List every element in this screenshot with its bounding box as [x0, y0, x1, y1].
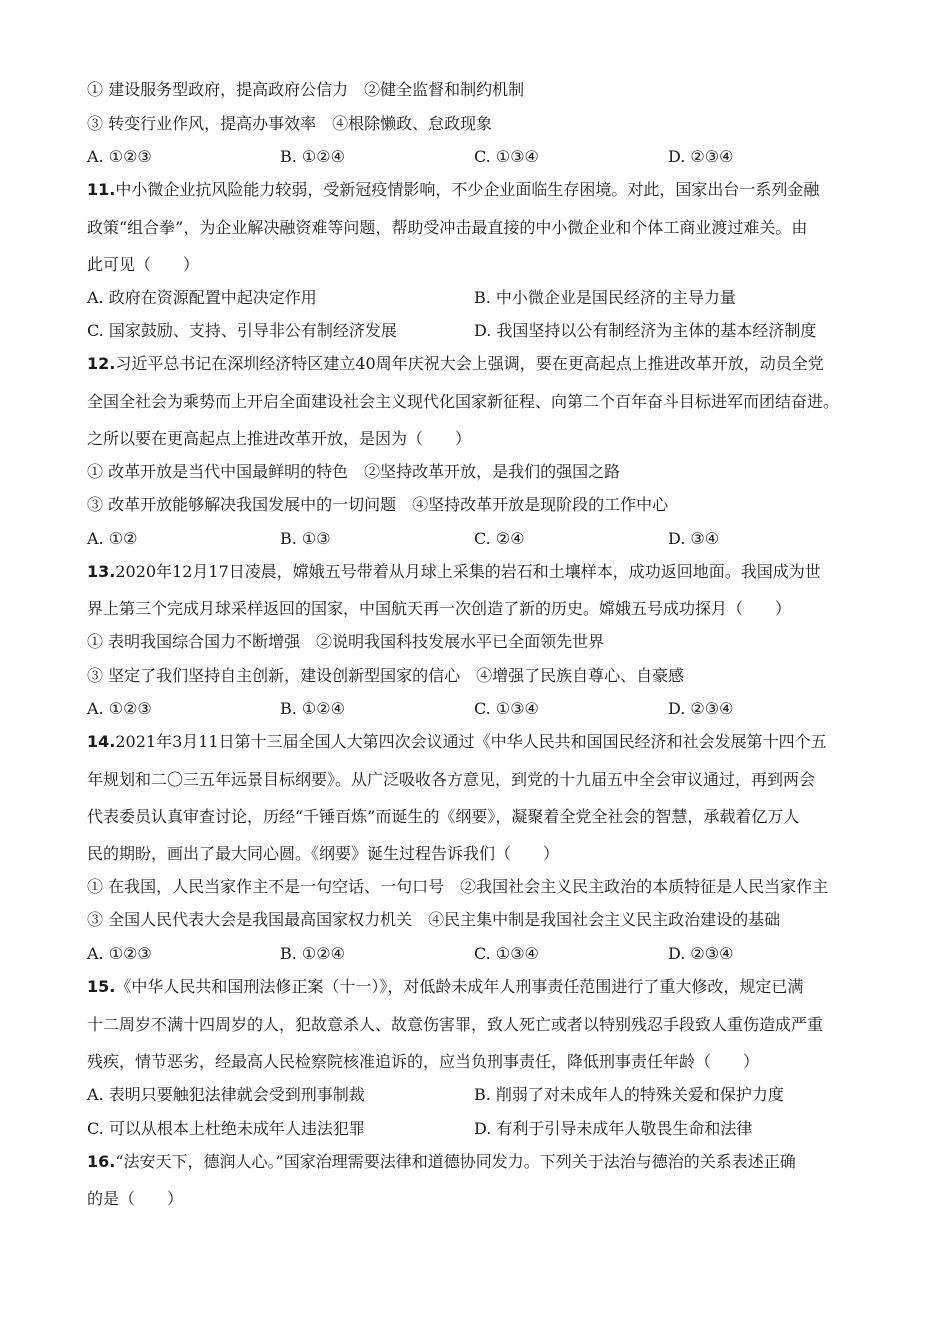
option-c: C. 国家鼓励、支持、引导非公有制经济发展 — [87, 321, 397, 340]
option-c: C. ①③④ — [474, 147, 539, 166]
question-stem-line: 的是（ ） — [87, 1189, 184, 1208]
question-number: 13. — [87, 562, 116, 581]
statement-line: ③ 改革开放能够解决我国发展中的一切问题 ④坚持改革开放是现阶段的工作中心 — [87, 495, 669, 514]
question-number: 15. — [87, 977, 116, 996]
question-stem-line: 14.2021年3月11日第十三届全国人大第四次会议通过《中华人民共和国国民经济和社会发展第十四个五 — [87, 732, 827, 751]
option-d: D. ③④ — [668, 529, 720, 548]
option-d: D. 有利于引导未成年人敬畏生命和法律 — [474, 1119, 753, 1138]
statement-line: ① 改革开放是当代中国最鲜明的特色 ②坚持改革开放，是我们的强国之路 — [87, 462, 621, 481]
option-d: D. ②③④ — [668, 147, 734, 166]
option-c: C. ①③④ — [474, 699, 539, 718]
statement-line: ① 在我国，人民当家作主不是一句空话、一句口号 ②我国社会主义民主政治的本质特征是人民当家作主 — [87, 877, 829, 896]
question-stem-line: 11.中小微企业抗风险能力较弱，受新冠疫情影响，不少企业面临生存困境。对此，国家出台一系列金融 — [87, 180, 820, 199]
option-c: C. ②④ — [474, 529, 525, 548]
option-a: A. 政府在资源配置中起决定作用 — [87, 288, 317, 307]
statement-line: ① 表明我国综合国力不断增强 ②说明我国科技发展水平已全面领先世界 — [87, 632, 605, 651]
question-number: 11. — [87, 180, 116, 199]
option-b: B. ①③ — [280, 529, 331, 548]
question-stem-line: 12.习近平总书记在深圳经济特区建立40周年庆祝大会上强调，要在更高起点上推进改革开放，动员全党 — [87, 354, 824, 373]
question-stem-line: 全国全社会为乘势而上开启全面建设社会主义现代化国家新征程、向第二个百年奋斗目标进军而团结奋进。 — [87, 392, 840, 411]
option-a: A. ①②③ — [87, 944, 152, 963]
option-c: C. ①③④ — [474, 944, 539, 963]
option-b: B. ①②④ — [280, 944, 345, 963]
question-stem-line: 界上第三个完成月球采样返回的国家，中国航天再一次创造了新的历史。嫦娥五号成功探月（ ） — [87, 599, 792, 618]
question-stem-line: 年规划和二〇三五年远景目标纲要》。从广泛吸收各方意见，到党的十九届五中全会审议通过，再到两会 — [87, 770, 816, 789]
question-stem-line: 代表委员认真审查讨论，历经“千锤百炼”而诞生的《纲要》，凝聚着全党全社会的智慧，承载着亿万人 — [87, 807, 800, 826]
statement-line: ① 建设服务型政府，提高政府公信力 ②健全监督和制约机制 — [87, 80, 525, 99]
option-a: A. ①② — [87, 529, 138, 548]
question-stem-line: 政策“组合拳”，为企业解决融资难等问题，帮助受冲击最直接的中小微企业和个体工商业渡过难关。由 — [87, 218, 808, 237]
question-number: 12. — [87, 354, 116, 373]
question-stem-line: 此可见（ ） — [87, 255, 200, 274]
question-stem-line: 残疾，情节恶劣，经最高人民检察院核准追诉的，应当负刑事责任，降低刑事责任年龄（ ） — [87, 1052, 760, 1071]
option-b: B. 中小微企业是国民经济的主导力量 — [474, 288, 736, 307]
option-d: D. ②③④ — [668, 944, 734, 963]
option-c: C. 可以从根本上杜绝未成年人违法犯罪 — [87, 1119, 365, 1138]
option-b: B. ①②④ — [280, 147, 345, 166]
option-d: D. ②③④ — [668, 699, 734, 718]
option-b: B. ①②④ — [280, 699, 345, 718]
question-number: 14. — [87, 732, 116, 751]
question-stem-line: 民的期盼，画出了最大同心圆。《纲要》诞生过程告诉我们（ ） — [87, 844, 560, 863]
statement-line: ③ 全国人民代表大会是我国最高国家权力机关 ④民主集中制是我国社会主义民主政治建设的基础 — [87, 910, 781, 929]
option-d: D. 我国坚持以公有制经济为主体的基本经济制度 — [474, 321, 817, 340]
question-number: 16. — [87, 1152, 116, 1171]
option-b: B. 削弱了对未成年人的特殊关爱和保护力度 — [474, 1085, 784, 1104]
question-stem-line: 之所以要在更高起点上推进改革开放，是因为（ ） — [87, 429, 472, 448]
option-a: A. ①②③ — [87, 699, 152, 718]
question-stem-line: 十二周岁不满十四周岁的人，犯故意杀人、故意伤害罪，致人死亡或者以特别残忍手段致人重伤造成严重 — [87, 1015, 824, 1034]
question-stem-line: 16.“法安天下，德润人心。”国家治理需要法律和道德协同发力。下列关于法治与德治的关系表述正确 — [87, 1152, 796, 1171]
option-a: A. ①②③ — [87, 147, 152, 166]
statement-line: ③ 转变行业作风，提高办事效率 ④根除懒政、怠政现象 — [87, 114, 493, 133]
option-a: A. 表明只要触犯法律就会受到刑事制裁 — [87, 1085, 365, 1104]
question-stem-line: 13.2020年12月17日凌晨，嫦娥五号带着从月球上采集的岩石和土壤样本，成功返回地面。我国成为世 — [87, 562, 821, 581]
question-stem-line: 15.《中华人民共和国刑法修正案（十一）》，对低龄未成年人刑事责任范围进行了重大修改，规定已满 — [87, 977, 804, 996]
statement-line: ③ 坚定了我们坚持自主创新，建设创新型国家的信心 ④增强了民族自尊心、自豪感 — [87, 666, 685, 685]
